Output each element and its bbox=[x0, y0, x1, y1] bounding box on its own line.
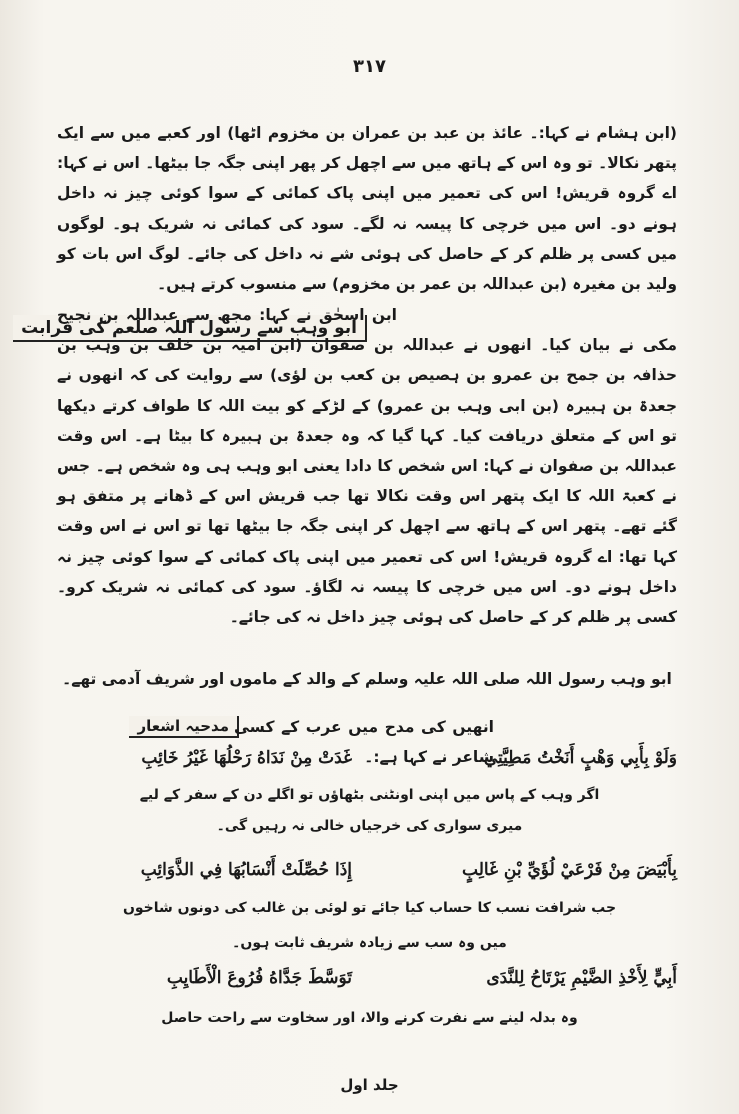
translation-2-line-1: جب شرافت نسب کا حساب کیا جائے تو لوئی بن غالب کی دونوں شاخوں bbox=[122, 900, 617, 916]
verse-2-first-hemistich: بِأَبْيَضَ مِنْ فَرْعَيْ لُؤَيِّ بْنِ غَالِبٍ bbox=[462, 860, 677, 880]
translation-3-line-1: وہ بدلہ لینے سے نفرت کرنے والا، اور سخاوت سے راحت حاصل bbox=[161, 1010, 578, 1026]
paragraph-4: انھیں کی مدح میں عرب کے کسی شاعر نے کہا ہے:۔ bbox=[234, 718, 494, 767]
verse-2-second-hemistich: إِذَا حُصِّلَتْ أَنْسَابُهَا فِي الذَّوَائِبِ bbox=[140, 860, 352, 880]
verse-3-first-hemistich: أَبِيٍّ لِأَخْذِ الضَّيْمِ يَرْتَاحُ لِلنَّدَى bbox=[486, 968, 677, 988]
paragraph-2-text: ابن اسحٰق نے کہا: مجھ سے عبداللہ بن نجیح مکی نے بیان کیا۔ انھوں نے عبداللہ بن صفوان (ابن امیہ بن خلف بن وہب بن حذافہ بن جمح بن عمرو بن ہصیص بن کعب بن لؤی) سے روایت کی کہ انھوں نے جعدۃ بن ہبیرہ (بن ابی وہب بن عمرو) کے لڑکے کو بیت اللہ کا طواف کرتے دیکھا تو اس کے متعلق دریافت کیا۔ کہا گیا کہ وہ جعدۃ بن ہبیرہ کا بیٹا ہے۔ اس وقت عبداللہ بن صفوان نے کہا: اس شخص کا دادا یعنی ابو وہب ہی وہ شخص ہے۔ جس نے کعبۃ اللہ کا ایک پتھر اس وقت نکالا تھا جب قریش اس کے ڈھانے پر متفق ہو گئے تھے۔ پتھر اس کے ہاتھ سے اچھل کر اپنی جگہ جا بیٹھا تھا تو اس نے اس وقت کہا تھا: اے گروہ قریش! اس کی تعمیر میں اپنی پاک کمائی کے سوا کوئی چیز نہ داخل ہونے دو۔ اس میں خرچی کا پیسہ نہ لگاؤ۔ سود کی کمائی نہ شریک کرو۔ کسی پر ظلم کر کے حاصل کی ہوئی چیز داخل نہ کی جائے۔ bbox=[57, 306, 677, 627]
page-number: ۳۱۷ bbox=[353, 56, 386, 77]
section-heading-abu-wahb: ابو وہب سے رسول اللہ صلعم کی قرابت bbox=[13, 315, 367, 342]
translation-1-line-2: میری سواری کی خرجیاں خالی نہ رہیں گی۔ bbox=[216, 818, 523, 834]
paragraph-3: ابو وہب رسول اللہ صلی اللہ علیہ وسلم کے والد کے ماموں اور شریف آدمی تھے۔ bbox=[62, 670, 672, 688]
translation-1-line-1: اگر وہب کے پاس میں اپنی اونٹنی بٹھاؤں تو اگلے دن کے سفر کے لیے bbox=[139, 787, 600, 803]
volume-footer: جلد اول bbox=[340, 1076, 399, 1094]
verse-3-second-hemistich: تَوَسَّطَ جَدَّاهُ فُرُوعَ الْأَطَايِبِ bbox=[166, 968, 352, 988]
verse-3 bbox=[62, 968, 677, 1002]
verse-1-first-hemistich: وَلَوْ بِأَبِي وَهْبٍ أَنَخْتُ مَطِيَّتِي bbox=[483, 748, 677, 768]
translation-2-line-2: میں وہ سب سے زیادہ شریف ثابت ہوں۔ bbox=[232, 935, 507, 951]
verse-1-second-hemistich: غَدَتْ مِنْ نَدَاهُ رَحْلُهَا غَيْرُ خَائِبِ bbox=[141, 748, 352, 768]
section-heading-poems: مدحیہ اشعار bbox=[129, 716, 239, 738]
verse-1 bbox=[62, 748, 677, 782]
paragraph-1: (ابن ہشام نے کہا:۔ عائذ بن عبد بن عمران بن مخزوم اٹھا) اور کعبے میں سے ایک پتھر نکالا۔ تو وہ اس کے ہاتھ میں سے اچھل کر پھر اپنی جگہ جا بیٹھا۔ اس نے کہا: اے گروہ قریش! اس کی تعمیر میں اپنی پاک کمائی کے سوا کوئی چیز نہ داخل ہونے دو۔ اس میں خرچی کا پیسہ نہ لگے۔ سود کی کمائی نہ شریک ہو۔ لوگوں میں کسی پر ظلم کر کے حاصل کی ہوئی شے نہ داخل کی جائے۔ لوگ اس بات کو ولید بن مغیرہ (بن عبداللہ بن عمر بن مخزوم) سے منسوب کرتے ہیں۔ bbox=[57, 124, 677, 294]
paragraph-2 bbox=[57, 300, 677, 632]
verse-2 bbox=[62, 860, 677, 894]
